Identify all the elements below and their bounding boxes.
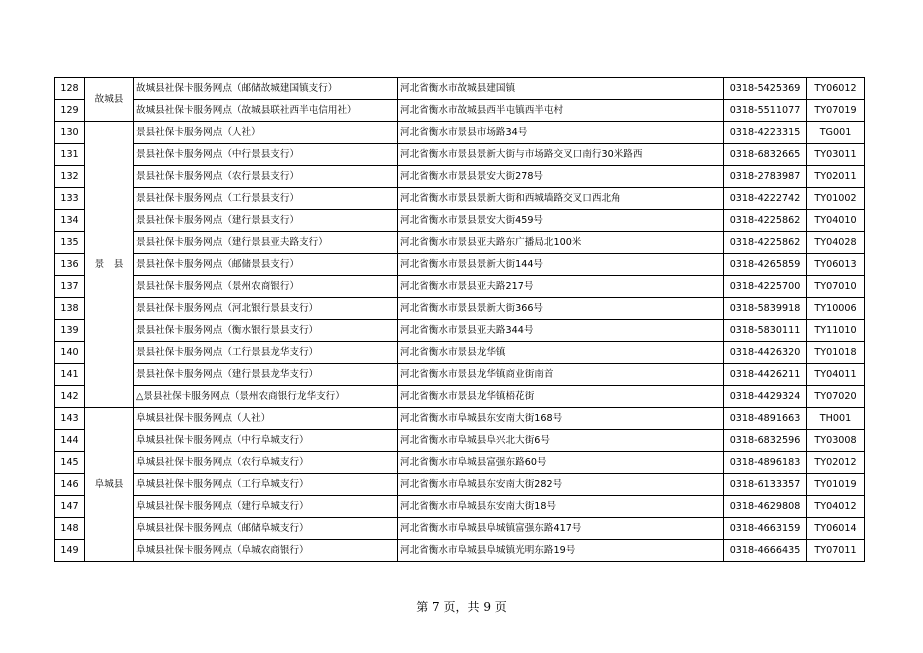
address-cell: 河北省衡水市故城县建国镇 xyxy=(398,78,724,100)
table-row xyxy=(55,386,865,408)
row-number: 134 xyxy=(55,210,85,232)
service-point-name: 景县社保卡服务网点（建行景县龙华支行） xyxy=(134,364,398,386)
table-row xyxy=(55,276,865,298)
address-cell: 河北省衡水市阜城县阜城镇富强东路417号 xyxy=(398,518,724,540)
code-cell: TY04012 xyxy=(807,496,865,518)
address-cell: 河北省衡水市阜城县东安南大街168号 xyxy=(398,408,724,430)
row-number: 141 xyxy=(55,364,85,386)
row-number: 139 xyxy=(55,320,85,342)
table-row xyxy=(55,78,865,100)
service-point-name: 阜城县社保卡服务网点（人社） xyxy=(134,408,398,430)
phone-cell: 0318-4222742 xyxy=(724,188,807,210)
service-point-name: 故城县社保卡服务网点（故城县联社西半屯信用社） xyxy=(134,100,398,122)
county-cell: 景 县 xyxy=(85,122,134,408)
address-cell: 河北省衡水市景县市场路34号 xyxy=(398,122,724,144)
table-body xyxy=(55,78,865,562)
phone-cell: 0318-4426211 xyxy=(724,364,807,386)
address-cell: 河北省衡水市景县景新大街144号 xyxy=(398,254,724,276)
service-point-name: 阜城县社保卡服务网点（阜城农商银行） xyxy=(134,540,398,562)
phone-cell: 0318-6832665 xyxy=(724,144,807,166)
code-cell: TY10006 xyxy=(807,298,865,320)
phone-cell: 0318-4429324 xyxy=(724,386,807,408)
table-row xyxy=(55,254,865,276)
code-cell: TY03011 xyxy=(807,144,865,166)
phone-cell: 0318-4225862 xyxy=(724,210,807,232)
table-row xyxy=(55,408,865,430)
service-point-name: 景县社保卡服务网点（邮储景县支行） xyxy=(134,254,398,276)
row-number: 131 xyxy=(55,144,85,166)
row-number: 137 xyxy=(55,276,85,298)
phone-cell: 0318-6133357 xyxy=(724,474,807,496)
code-cell: TY06014 xyxy=(807,518,865,540)
row-number: 128 xyxy=(55,78,85,100)
phone-cell: 0318-4225862 xyxy=(724,232,807,254)
phone-cell: 0318-4223315 xyxy=(724,122,807,144)
code-cell: TY02012 xyxy=(807,452,865,474)
address-cell: 河北省衡水市景县景安大街278号 xyxy=(398,166,724,188)
code-cell: TH001 xyxy=(807,408,865,430)
service-point-name: △景县社保卡服务网点（景州农商银行龙华支行） xyxy=(134,386,398,408)
service-point-name: 景县社保卡服务网点（工行景县龙华支行） xyxy=(134,342,398,364)
table-row xyxy=(55,540,865,562)
service-point-name: 景县社保卡服务网点（中行景县支行） xyxy=(134,144,398,166)
phone-cell: 0318-4426320 xyxy=(724,342,807,364)
service-point-name: 阜城县社保卡服务网点（邮储阜城支行） xyxy=(134,518,398,540)
county-cell: 阜城县 xyxy=(85,408,134,562)
row-number: 138 xyxy=(55,298,85,320)
table-row xyxy=(55,320,865,342)
table-row xyxy=(55,100,865,122)
service-point-name: 景县社保卡服务网点（建行景县亚夫路支行） xyxy=(134,232,398,254)
row-number: 129 xyxy=(55,100,85,122)
address-cell: 河北省衡水市阜城县阜城镇光明东路19号 xyxy=(398,540,724,562)
row-number: 142 xyxy=(55,386,85,408)
address-cell: 河北省衡水市故城县西半屯镇西半屯村 xyxy=(398,100,724,122)
code-cell: TY06012 xyxy=(807,78,865,100)
phone-cell: 0318-4666435 xyxy=(724,540,807,562)
address-cell: 河北省衡水市阜城县富强东路60号 xyxy=(398,452,724,474)
table-row xyxy=(55,188,865,210)
table-row xyxy=(55,364,865,386)
service-point-name: 景县社保卡服务网点（建行景县支行） xyxy=(134,210,398,232)
address-cell: 河北省衡水市阜城县东安南大街18号 xyxy=(398,496,724,518)
service-point-name: 景县社保卡服务网点（人社） xyxy=(134,122,398,144)
service-point-name: 故城县社保卡服务网点（邮储故城建国镇支行） xyxy=(134,78,398,100)
code-cell: TY07010 xyxy=(807,276,865,298)
service-point-name: 阜城县社保卡服务网点（中行阜城支行） xyxy=(134,430,398,452)
phone-cell: 0318-4629808 xyxy=(724,496,807,518)
row-number: 145 xyxy=(55,452,85,474)
phone-cell: 0318-5830111 xyxy=(724,320,807,342)
address-cell: 河北省衡水市景县景新大街和西城墙路交叉口西北角 xyxy=(398,188,724,210)
phone-cell: 0318-4891663 xyxy=(724,408,807,430)
address-cell: 河北省衡水市景县龙华镇 xyxy=(398,342,724,364)
code-cell: TY04011 xyxy=(807,364,865,386)
service-point-name: 阜城县社保卡服务网点（建行阜城支行） xyxy=(134,496,398,518)
service-points-table xyxy=(54,77,865,562)
phone-cell: 0318-4896183 xyxy=(724,452,807,474)
row-number: 136 xyxy=(55,254,85,276)
phone-cell: 0318-4265859 xyxy=(724,254,807,276)
table-row xyxy=(55,122,865,144)
code-cell: TY07019 xyxy=(807,100,865,122)
code-cell: TY01018 xyxy=(807,342,865,364)
table-row xyxy=(55,474,865,496)
code-cell: TY07020 xyxy=(807,386,865,408)
service-point-name: 景县社保卡服务网点（农行景县支行） xyxy=(134,166,398,188)
table-row xyxy=(55,496,865,518)
code-cell: TY07011 xyxy=(807,540,865,562)
row-number: 130 xyxy=(55,122,85,144)
phone-cell: 0318-5425369 xyxy=(724,78,807,100)
code-cell: TY02011 xyxy=(807,166,865,188)
row-number: 147 xyxy=(55,496,85,518)
table-row xyxy=(55,144,865,166)
code-cell: TY06013 xyxy=(807,254,865,276)
code-cell: TG001 xyxy=(807,122,865,144)
service-point-name: 阜城县社保卡服务网点（农行阜城支行） xyxy=(134,452,398,474)
table-row xyxy=(55,518,865,540)
row-number: 143 xyxy=(55,408,85,430)
address-cell: 河北省衡水市景县亚夫路东广播局北100米 xyxy=(398,232,724,254)
row-number: 140 xyxy=(55,342,85,364)
table-row xyxy=(55,166,865,188)
table-row xyxy=(55,452,865,474)
phone-cell: 0318-6832596 xyxy=(724,430,807,452)
row-number: 144 xyxy=(55,430,85,452)
table-row xyxy=(55,298,865,320)
phone-cell: 0318-5839918 xyxy=(724,298,807,320)
phone-cell: 0318-5511077 xyxy=(724,100,807,122)
code-cell: TY01019 xyxy=(807,474,865,496)
address-cell: 河北省衡水市阜城县阜兴北大街6号 xyxy=(398,430,724,452)
service-point-name: 景县社保卡服务网点（河北银行景县支行） xyxy=(134,298,398,320)
address-cell: 河北省衡水市景县龙华镇商业街南首 xyxy=(398,364,724,386)
phone-cell: 0318-4663159 xyxy=(724,518,807,540)
table-row xyxy=(55,342,865,364)
code-cell: TY11010 xyxy=(807,320,865,342)
address-cell: 河北省衡水市景县景新大街与市场路交叉口南行30米路西 xyxy=(398,144,724,166)
service-point-name: 景县社保卡服务网点（工行景县支行） xyxy=(134,188,398,210)
code-cell: TY04010 xyxy=(807,210,865,232)
service-point-name: 景县社保卡服务网点（景州农商银行） xyxy=(134,276,398,298)
code-cell: TY03008 xyxy=(807,430,865,452)
county-cell: 故城县 xyxy=(85,78,134,122)
table-row xyxy=(55,430,865,452)
code-cell: TY04028 xyxy=(807,232,865,254)
service-point-name: 阜城县社保卡服务网点（工行阜城支行） xyxy=(134,474,398,496)
address-cell: 河北省衡水市景县景安大街459号 xyxy=(398,210,724,232)
address-cell: 河北省衡水市景县亚夫路217号 xyxy=(398,276,724,298)
row-number: 146 xyxy=(55,474,85,496)
address-cell: 河北省衡水市景县景新大街366号 xyxy=(398,298,724,320)
code-cell: TY01002 xyxy=(807,188,865,210)
phone-cell: 0318-4225700 xyxy=(724,276,807,298)
table-row xyxy=(55,210,865,232)
phone-cell: 0318-2783987 xyxy=(724,166,807,188)
row-number: 135 xyxy=(55,232,85,254)
table-row xyxy=(55,232,865,254)
page-footer: 第 7 页，共 9 页 xyxy=(416,600,507,614)
row-number: 148 xyxy=(55,518,85,540)
address-cell: 河北省衡水市景县龙华镇梧花街 xyxy=(398,386,724,408)
address-cell: 河北省衡水市景县亚夫路344号 xyxy=(398,320,724,342)
address-cell: 河北省衡水市阜城县东安南大街282号 xyxy=(398,474,724,496)
row-number: 149 xyxy=(55,540,85,562)
row-number: 132 xyxy=(55,166,85,188)
row-number: 133 xyxy=(55,188,85,210)
service-point-name: 景县社保卡服务网点（衡水银行景县支行） xyxy=(134,320,398,342)
